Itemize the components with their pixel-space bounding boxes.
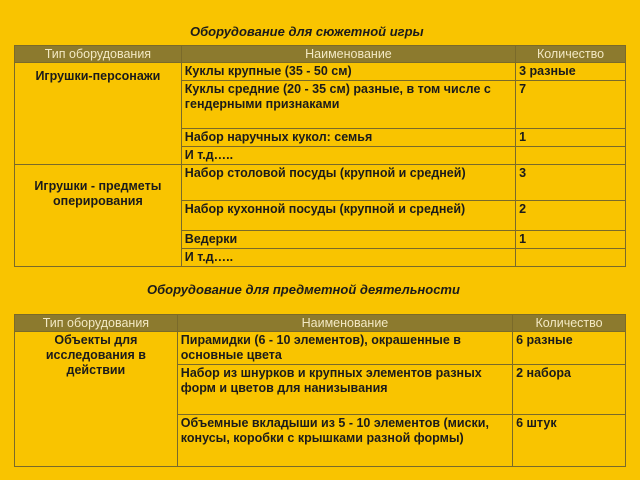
table-header-row bbox=[15, 315, 626, 332]
section2-title: Оборудование для предметной деятельности bbox=[147, 282, 460, 297]
item-qty-cell: 3 разные bbox=[516, 63, 626, 81]
item-name-cell: И т.д….. bbox=[181, 249, 515, 267]
group-type-cell: Игрушки - предметы оперирования bbox=[15, 165, 182, 267]
column-header-name: Наименование bbox=[181, 46, 515, 63]
column-header-name: Наименование bbox=[177, 315, 512, 332]
item-name-cell: Пирамидки (6 - 10 элементов), окрашенные в основные цвета bbox=[177, 332, 512, 365]
section1-title: Оборудование для сюжетной игры bbox=[190, 24, 424, 39]
group-type-cell: Игрушки-персонажи bbox=[15, 63, 182, 165]
item-qty-cell: 7 bbox=[516, 81, 626, 129]
table-row bbox=[15, 332, 626, 365]
item-qty-cell: 1 bbox=[516, 129, 626, 147]
item-name-cell: Куклы крупные (35 - 50 см) bbox=[181, 63, 515, 81]
column-header-type: Тип оборудования bbox=[15, 315, 178, 332]
item-qty-cell: 6 штук bbox=[513, 415, 626, 467]
table-subject-activity bbox=[14, 314, 626, 467]
item-name-cell: Набор из шнурков и крупных элементов разных форм и цветов для нанизывания bbox=[177, 365, 512, 415]
item-name-cell: Набор столовой посуды (крупной и средней) bbox=[181, 165, 515, 201]
item-qty-cell: 1 bbox=[516, 231, 626, 249]
table-plot-games bbox=[14, 45, 626, 267]
item-qty-cell bbox=[516, 147, 626, 165]
item-qty-cell: 2 bbox=[516, 201, 626, 231]
item-name-cell: И т.д….. bbox=[181, 147, 515, 165]
item-name-cell: Куклы средние (20 - 35 см) разные, в том числе с гендерными признаками bbox=[181, 81, 515, 129]
item-qty-cell bbox=[516, 249, 626, 267]
item-qty-cell: 3 bbox=[516, 165, 626, 201]
group-type-cell: Объекты для исследования в действии bbox=[15, 332, 178, 467]
item-name-cell: Набор кухонной посуды (крупной и средней) bbox=[181, 201, 515, 231]
item-name-cell: Ведерки bbox=[181, 231, 515, 249]
table-row bbox=[15, 165, 626, 201]
item-qty-cell: 6 разные bbox=[513, 332, 626, 365]
item-name-cell: Объемные вкладыши из 5 - 10 элементов (миски, конусы, коробки с крышками разной формы) bbox=[177, 415, 512, 467]
table-row bbox=[15, 63, 626, 81]
column-header-type: Тип оборудования bbox=[15, 46, 182, 63]
item-name-cell: Набор наручных кукол: семья bbox=[181, 129, 515, 147]
column-header-qty: Количество bbox=[513, 315, 626, 332]
table-header-row bbox=[15, 46, 626, 63]
column-header-qty: Количество bbox=[516, 46, 626, 63]
item-qty-cell: 2 набора bbox=[513, 365, 626, 415]
